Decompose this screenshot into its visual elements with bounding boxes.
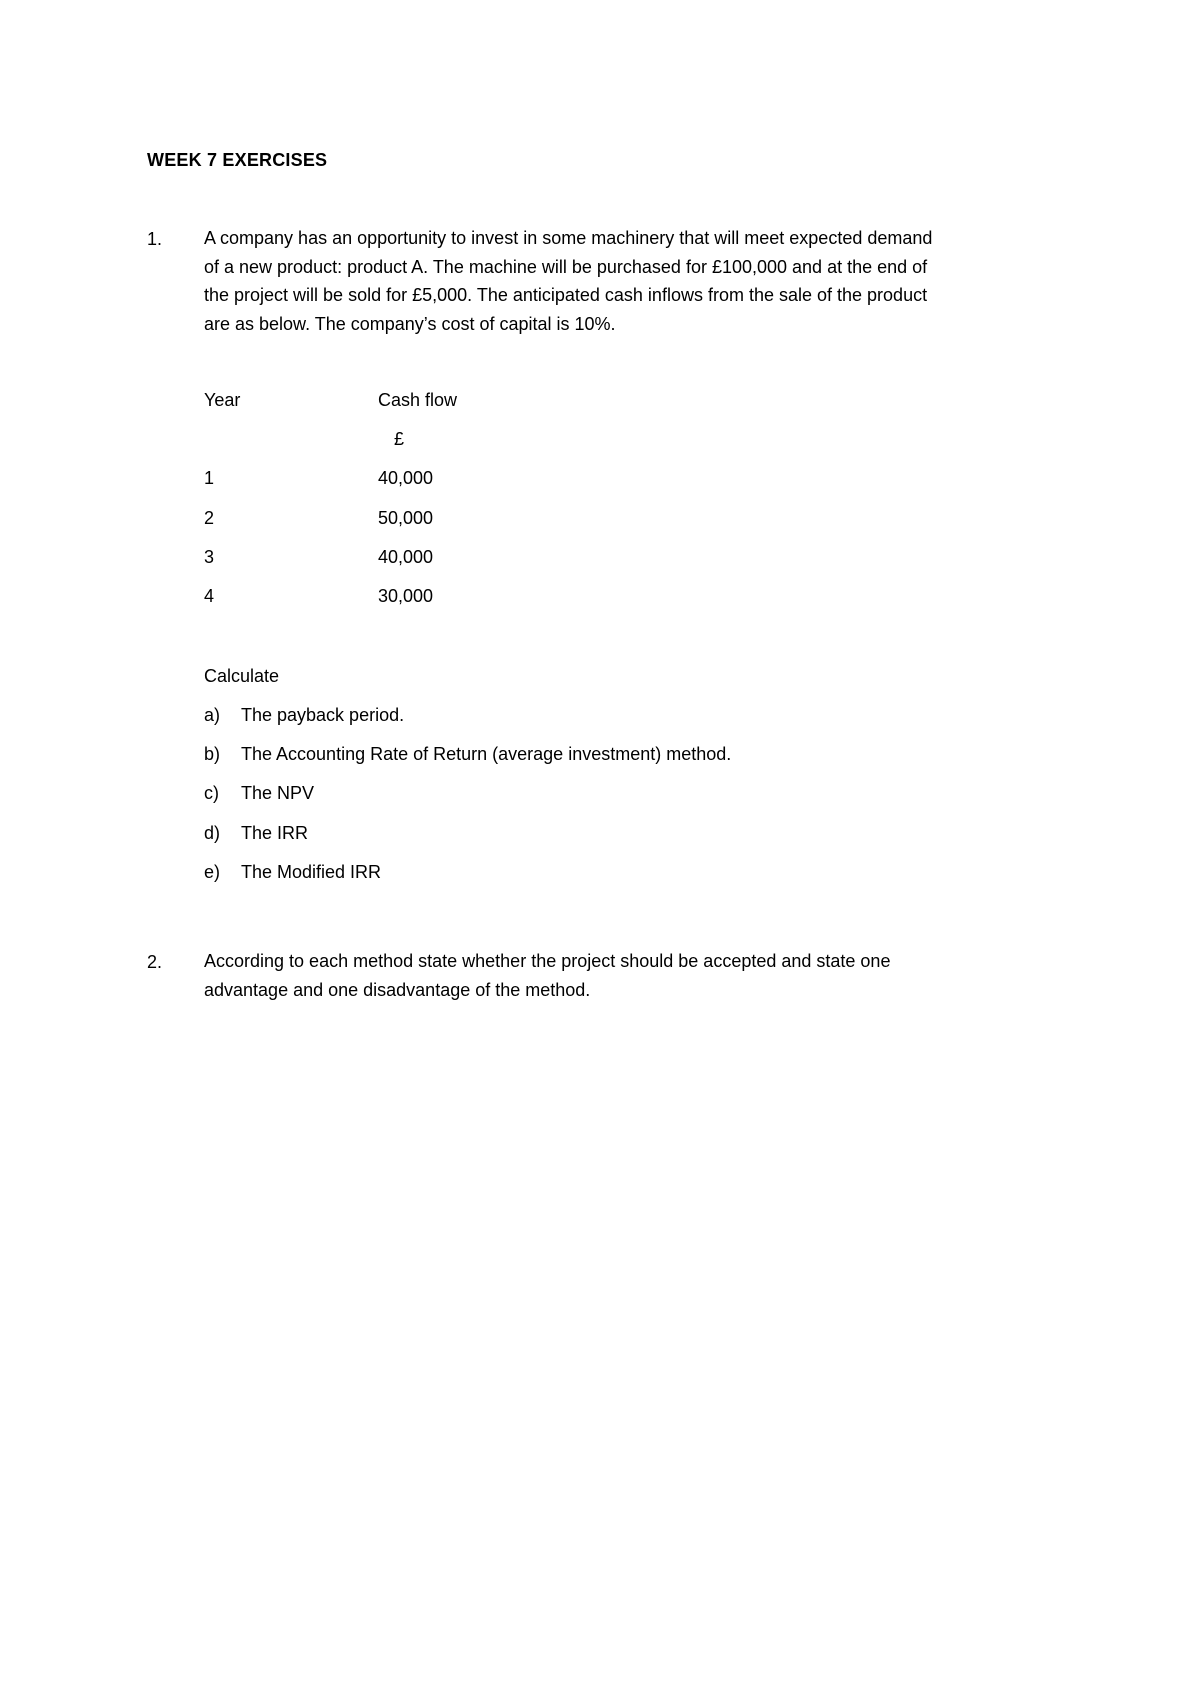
list-item-text: The IRR bbox=[241, 822, 309, 843]
list-item bbox=[204, 783, 1004, 822]
question-1-line: the project will be sold for £5,000. The anticipated cash inflows from the sale of the product bbox=[204, 285, 928, 305]
year-cell: 3 bbox=[204, 546, 215, 567]
cash-flow-cell: 50,000 bbox=[378, 507, 434, 528]
question-2-number: 2. bbox=[147, 952, 163, 972]
question-2-line: According to each method state whether the project should be accepted and state one bbox=[204, 951, 891, 971]
calculation-list bbox=[204, 705, 1004, 901]
list-marker: b) bbox=[204, 744, 221, 765]
table-row bbox=[204, 586, 604, 625]
year-cell: 2 bbox=[204, 507, 215, 528]
list-marker: e) bbox=[204, 861, 221, 882]
question-1-line: are as below. The company’s cost of capital is 10%. bbox=[204, 313, 616, 334]
list-item-text: The Modified IRR bbox=[241, 861, 382, 882]
list-item bbox=[204, 823, 1004, 862]
list-item bbox=[204, 705, 1004, 744]
list-item bbox=[204, 862, 1004, 901]
list-marker: c) bbox=[204, 783, 219, 804]
list-item bbox=[204, 744, 1004, 783]
table-row bbox=[204, 468, 604, 507]
cash-flow-cell: 40,000 bbox=[378, 468, 434, 489]
question-1-text bbox=[204, 224, 1064, 338]
page-title: WEEK 7 EXERCISES bbox=[147, 150, 328, 170]
table-unit-row bbox=[204, 429, 604, 468]
table-row bbox=[204, 547, 604, 586]
year-header: Year bbox=[204, 390, 241, 410]
list-item-text: The payback period. bbox=[241, 705, 405, 725]
list-marker: a) bbox=[204, 705, 221, 725]
question-2-text bbox=[204, 947, 1064, 1004]
question-1-line: of a new product: product A. The machine will be purchased for £100,000 and at the end of bbox=[204, 256, 928, 277]
list-item-text: The NPV bbox=[241, 783, 315, 804]
table-header-row bbox=[204, 390, 604, 429]
year-cell: 4 bbox=[204, 585, 215, 606]
currency-unit: £ bbox=[394, 429, 405, 450]
cash-flow-cell: 30,000 bbox=[378, 585, 434, 606]
list-item-text: The Accounting Rate of Return (average investment) method. bbox=[241, 744, 732, 765]
year-cell: 1 bbox=[204, 468, 215, 489]
table-row bbox=[204, 508, 604, 547]
list-marker: d) bbox=[204, 822, 221, 843]
cash-flow-cell: 40,000 bbox=[378, 546, 434, 567]
cash-flow-table bbox=[204, 390, 604, 625]
calculate-label: Calculate bbox=[204, 666, 280, 686]
question-2-line: advantage and one disadvantage of the method. bbox=[204, 979, 591, 1000]
cash-flow-header: Cash flow bbox=[378, 390, 458, 410]
question-1-line: A company has an opportunity to invest in some machinery that will meet expected demand bbox=[204, 228, 933, 248]
question-1-number: 1. bbox=[147, 229, 163, 249]
